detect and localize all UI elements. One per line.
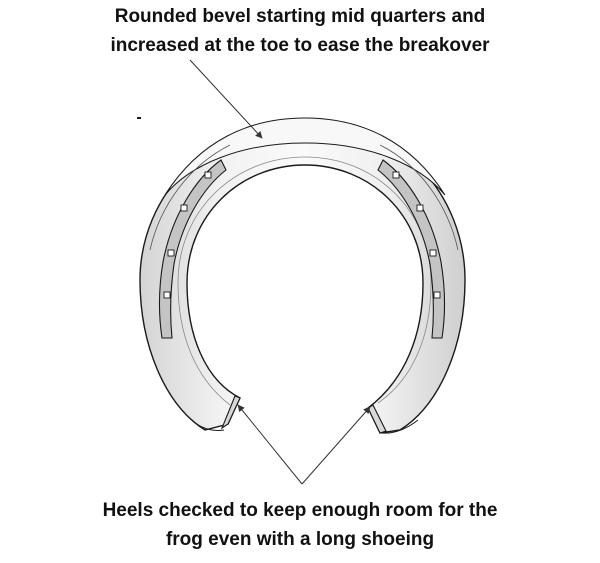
nail-hole xyxy=(417,205,423,211)
nail-hole xyxy=(205,172,211,178)
nail-hole xyxy=(434,292,440,298)
stray-mark xyxy=(137,117,141,119)
nail-hole xyxy=(164,292,170,298)
nail-hole xyxy=(181,205,187,211)
arrow-to-left-heel xyxy=(238,405,302,484)
top-annotation-line2: increased at the toe to ease the breakover xyxy=(110,35,490,56)
bottom-annotation-line1: Heels checked to keep enough room for the xyxy=(102,500,498,521)
arrow-to-right-heel xyxy=(302,407,370,484)
top-annotation xyxy=(0,2,600,60)
bottom-annotation-line2: frog even with a long shoeing xyxy=(165,529,435,550)
arrow-to-toe-bevel xyxy=(190,60,262,138)
bottom-annotation xyxy=(0,496,600,554)
top-annotation-line1: Rounded bevel starting mid quarters and xyxy=(114,6,486,27)
nail-hole xyxy=(430,250,436,256)
nail-hole xyxy=(168,250,174,256)
nail-hole xyxy=(393,172,399,178)
